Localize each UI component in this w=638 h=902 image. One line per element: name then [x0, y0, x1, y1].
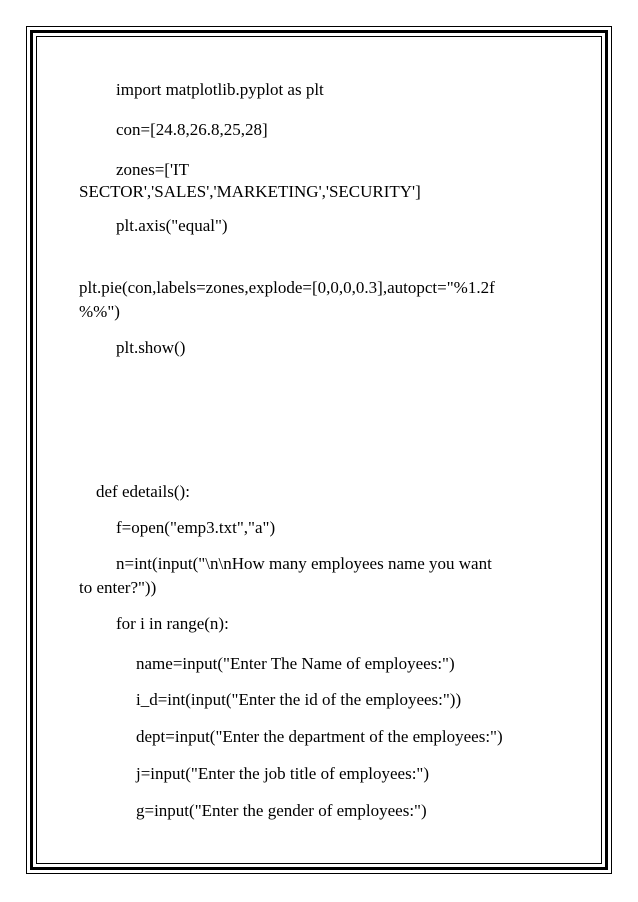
code-line-axis: plt.axis("equal")	[116, 216, 228, 235]
code-line-open: f=open("emp3.txt","a")	[116, 518, 276, 537]
code-line-pie-end: %%")	[79, 302, 120, 321]
code-line-input-n-end: to enter?"))	[79, 578, 157, 597]
code-line-import: import matplotlib.pyplot as plt	[116, 80, 324, 99]
code-line-name: name=input("Enter The Name of employees:")	[136, 654, 455, 673]
code-line-id: i_d=int(input("Enter the id of the employees:"))	[136, 690, 462, 709]
code-line-zones-start: zones=['IT	[116, 160, 190, 179]
code-line-con: con=[24.8,26.8,25,28]	[116, 120, 268, 139]
code-line-zones-end: SECTOR','SALES','MARKETING','SECURITY']	[79, 182, 421, 201]
code-line-show: plt.show()	[116, 338, 186, 357]
code-line-gender: g=input("Enter the gender of employees:")	[136, 801, 427, 820]
code-line-input-n-start: n=int(input("\n\nHow many employees name you want	[116, 554, 492, 573]
code-line-def: def edetails():	[96, 482, 190, 501]
code-line-for: for i in range(n):	[116, 614, 229, 633]
code-line-job: j=input("Enter the job title of employees:")	[136, 764, 430, 783]
code-line-dept: dept=input("Enter the department of the employees:")	[136, 727, 503, 746]
code-line-pie-start: plt.pie(con,labels=zones,explode=[0,0,0,0.3],autopct="%1.2f	[79, 278, 495, 297]
